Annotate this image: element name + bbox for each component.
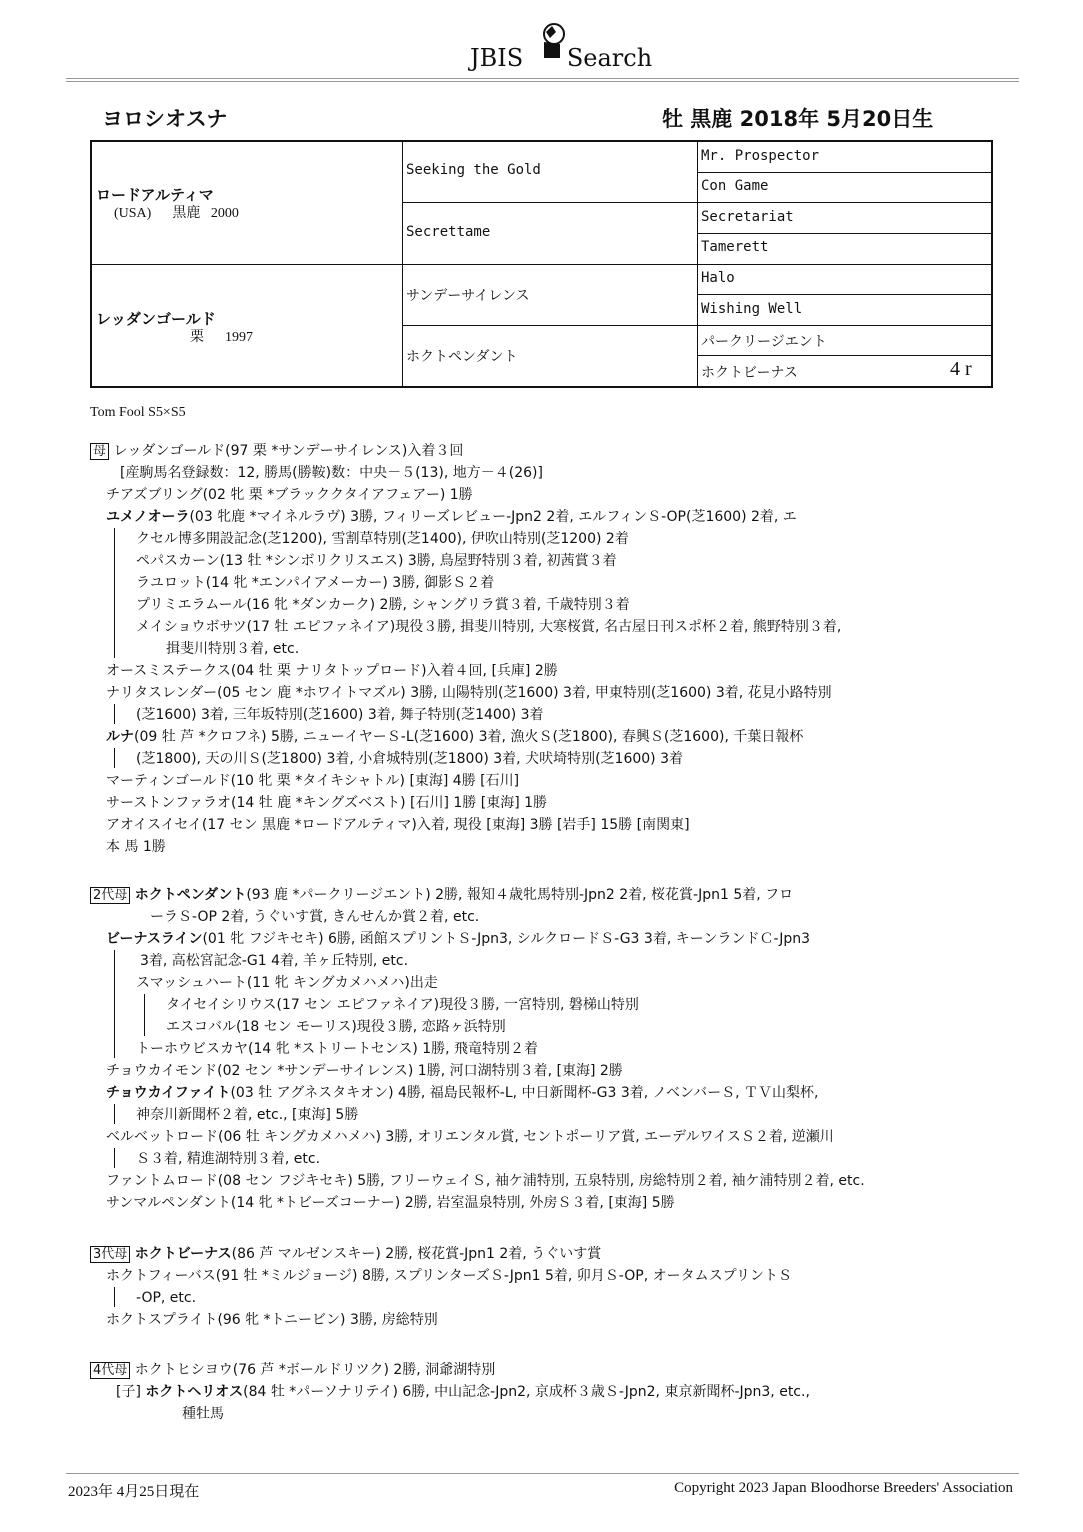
pedigree-table: [90, 140, 993, 388]
family-line: メイショウボサツ(17 牡 エピファネイア)現役３勝, 揖斐川特別, 大寒桜賞, 名古屋日刊スポ杯２着, 熊野特別３着,: [136, 619, 842, 635]
family-line: [子] ホクトヘリオス(84 牡 *パーソナリテイ) 6勝, 中山記念-Jpn2, 京成杯３歳Ｓ-Jpn2, 東京新聞杯-Jpn3, etc.,: [116, 1384, 810, 1400]
inbreeding: Tom Fool S5×S5: [90, 405, 186, 420]
family-line: チョウカイモンド(02 セン *サンデーサイレンス) 1勝, 河口湖特別３着, [東海] 2勝: [106, 1063, 623, 1079]
sire-info: (USA) 黒鹿 2000: [114, 206, 239, 221]
family-line: 種牡馬: [182, 1406, 224, 1422]
family-line: エスコバル(18 セン モーリス)現役３勝, 恋路ヶ浜特別: [166, 1019, 506, 1035]
family-line: ナリタスレンダー(05 セン 鹿 *ホワイトマズル) 3勝, 山陽特別(芝1600) 3着, 甲東特別(芝1600) 3着, 花見小路特別: [106, 685, 832, 701]
tree-bar: [114, 950, 115, 1058]
header-rule-2: [66, 81, 1019, 82]
sire-name: ロードアルティマ: [96, 186, 214, 204]
logo-text: JBIS Search: [470, 44, 653, 72]
horse-name: ヨロシオスナ: [102, 107, 228, 131]
g3-3: Tamerett: [701, 239, 769, 255]
family-line: プリミエラムール(16 牝 *ダンカーク) 2勝, シャングリラ賞３着, 千歳特別３着: [136, 597, 630, 613]
header-rule: [66, 78, 1019, 79]
g3-5: Wishing Well: [701, 301, 803, 317]
family-line: クセル博多開設記念(芝1200), 雪割草特別(芝1400), 伊吹山特別(芝1200) 2着: [136, 531, 629, 547]
g3-6: パークリージエント: [701, 334, 827, 350]
pedigree-mark: 4 r: [950, 358, 972, 380]
family-line: 4代母 ホクトヒシヨウ(76 芦 *ボールドリツク) 2勝, 洞爺湖特別: [90, 1360, 495, 1381]
g3-0: Mr. Prospector: [701, 148, 820, 164]
footer-copyright: Copyright 2023 Japan Bloodhorse Breeders' Association: [674, 1480, 1013, 1496]
family-line: Ｓ３着, 精進湖特別３着, etc.: [136, 1151, 321, 1167]
dam-sire: サンデーサイレンス: [406, 288, 530, 304]
footer-rule: [66, 1473, 1019, 1474]
dam-info: 栗 1997: [190, 330, 253, 345]
family-line: (芝1600) 3着, 三年坂特別(芝1600) 3着, 舞子特別(芝1400) 3着: [136, 707, 544, 723]
family-line: ビーナスライン(01 牝 フジキセキ) 6勝, 函館スプリントＳ-Jpn3, シルクロードＳ-G3 3着, キーンランドＣ-Jpn3: [106, 931, 811, 947]
g3-1: Con Game: [701, 178, 769, 194]
family-line: ユメノオーラ(03 牝鹿 *マイネルラヴ) 3勝, フィリーズレビュー-Jpn2 2着, エルフィンＳ-OP(芝1600) 2着, エ: [106, 509, 797, 525]
family-line: 3着, 高松宮記念-G1 4着, 羊ヶ丘特別, etc.: [140, 953, 409, 969]
horse-birth: 牡 黒鹿 2018年 5月20日生: [662, 107, 934, 131]
tree-bar: [114, 528, 115, 658]
family-line: スマッシュハート(11 牝 キングカメハメハ)出走: [136, 975, 438, 991]
family-line: ルナ(09 牡 芦 *クロフネ) 5勝, ニューイヤーＳ-L(芝1600) 3着, 漁火Ｓ(芝1800), 春興Ｓ(芝1600), 千葉日報杯: [106, 729, 804, 745]
family-line: ラユロット(14 牝 *エンパイアメーカー) 3勝, 御影Ｓ２着: [136, 575, 495, 591]
family-line: ホクトフィーバス(91 牡 *ミルジョージ) 8勝, スプリンターズＳ-Jpn1 5着, 卯月Ｓ-OP, オータムスプリントＳ: [106, 1268, 793, 1284]
family-line: (芝1800), 天の川Ｓ(芝1800) 3着, 小倉城特別(芝1800) 3着, 犬吠埼特別(芝1600) 3着: [136, 751, 683, 767]
tree-bar: [114, 704, 115, 724]
family-line: アオイスイセイ(17 セン 黒鹿 *ロードアルティマ)入着, 現役 [東海] 3勝 [岩手] 15勝 [南関東]: [106, 817, 690, 833]
family-line: 揖斐川特別３着, etc.: [166, 641, 300, 657]
family-line: チアズブリング(02 牝 栗 *ブラッククタイアフェアー) 1勝: [106, 487, 473, 503]
family-line: ペパスカーン(13 牡 *シンボリクリスエス) 3勝, 鳥屋野特別３着, 初茜賞３着: [136, 553, 617, 569]
dam-name: レッダンゴールド: [96, 310, 216, 328]
sire-dam: Secrettame: [406, 224, 491, 240]
family-line: 本 馬 1勝: [106, 839, 166, 855]
family-line: ホクトスプライト(96 牝 *トニービン) 3勝, 房総特別: [106, 1312, 438, 1328]
family-line: -OP, etc.: [136, 1290, 197, 1306]
family-line: トーホウビスカヤ(14 牝 *ストリートセンス) 1勝, 飛竜特別２着: [136, 1041, 539, 1057]
tree-bar: [114, 1148, 115, 1168]
footer-date: 2023年 4月25日現在: [68, 1484, 200, 1500]
tree-bar: [114, 748, 115, 768]
family-line: ベルベットロード(06 牡 キングカメハメハ) 3勝, オリエンタル賞, セントポーリア賞, エーデルワイスＳ２着, 逆瀬川: [106, 1129, 834, 1145]
family-line: サーストンファラオ(14 牡 鹿 *キングズベスト) [石川] 1勝 [東海] 1勝: [106, 795, 548, 811]
g3-4: Halo: [701, 270, 735, 286]
family-line: 母 レッダンゴールド(97 栗 *サンデーサイレンス)入着３回: [90, 441, 463, 462]
family-line: オースミステークス(04 牡 栗 ナリタトップロード)入着４回, [兵庫] 2勝: [106, 663, 558, 679]
g3-2: Secretariat: [701, 209, 794, 225]
family-line: 3代母 ホクトビーナス(86 芦 マルゼンスキー) 2勝, 桜花賞-Jpn1 2着, うぐいす賞: [90, 1244, 601, 1265]
family-line: 神奈川新聞杯２着, etc., [東海] 5勝: [136, 1107, 359, 1123]
dam-dam: ホクトペンダント: [406, 349, 518, 365]
family-line: ーラＳ-OP 2着, うぐいす賞, きんせんか賞２着, etc.: [150, 909, 480, 925]
sire-sire: Seeking the Gold: [406, 162, 541, 178]
family-line: [産駒馬名登録数：12, 勝馬(勝鞍)数：中央－５(13), 地方－４(26)]: [120, 465, 543, 481]
family-line: ファントムロード(08 セン フジキセキ) 5勝, フリーウェイＳ, 袖ケ浦特別, 五泉特別, 房総特別２着, 袖ケ浦特別２着, etc.: [106, 1173, 865, 1189]
family-line: 2代母 ホクトペンダント(93 鹿 *パークリージエント) 2勝, 報知４歳牝馬特別-Jpn2 2着, 桜花賞-Jpn1 5着, フロ: [90, 885, 793, 906]
g3-7: ホクトビーナス: [701, 365, 798, 381]
family-line: チョウカイファイト(03 牡 アグネスタキオン) 4勝, 福島民報杯-L, 中日新聞杯-G3 3着, ノベンバーＳ, ＴＶ山梨杯,: [106, 1085, 819, 1101]
jbis-search-logo: [470, 18, 653, 74]
tree-bar: [144, 994, 145, 1036]
family-line: タイセイシリウス(17 セン エピファネイア)現役３勝, 一宮特別, 磐梯山特別: [166, 997, 639, 1013]
tree-bar: [114, 1104, 115, 1124]
family-line: マーティンゴールド(10 牝 栗 *タイキシャトル) [東海] 4勝 [石川]: [106, 773, 520, 789]
tree-bar: [114, 1287, 115, 1307]
family-line: サンマルペンダント(14 牝 *トビーズコーナー) 2勝, 岩室温泉特別, 外房Ｓ３着, [東海] 5勝: [106, 1195, 675, 1211]
